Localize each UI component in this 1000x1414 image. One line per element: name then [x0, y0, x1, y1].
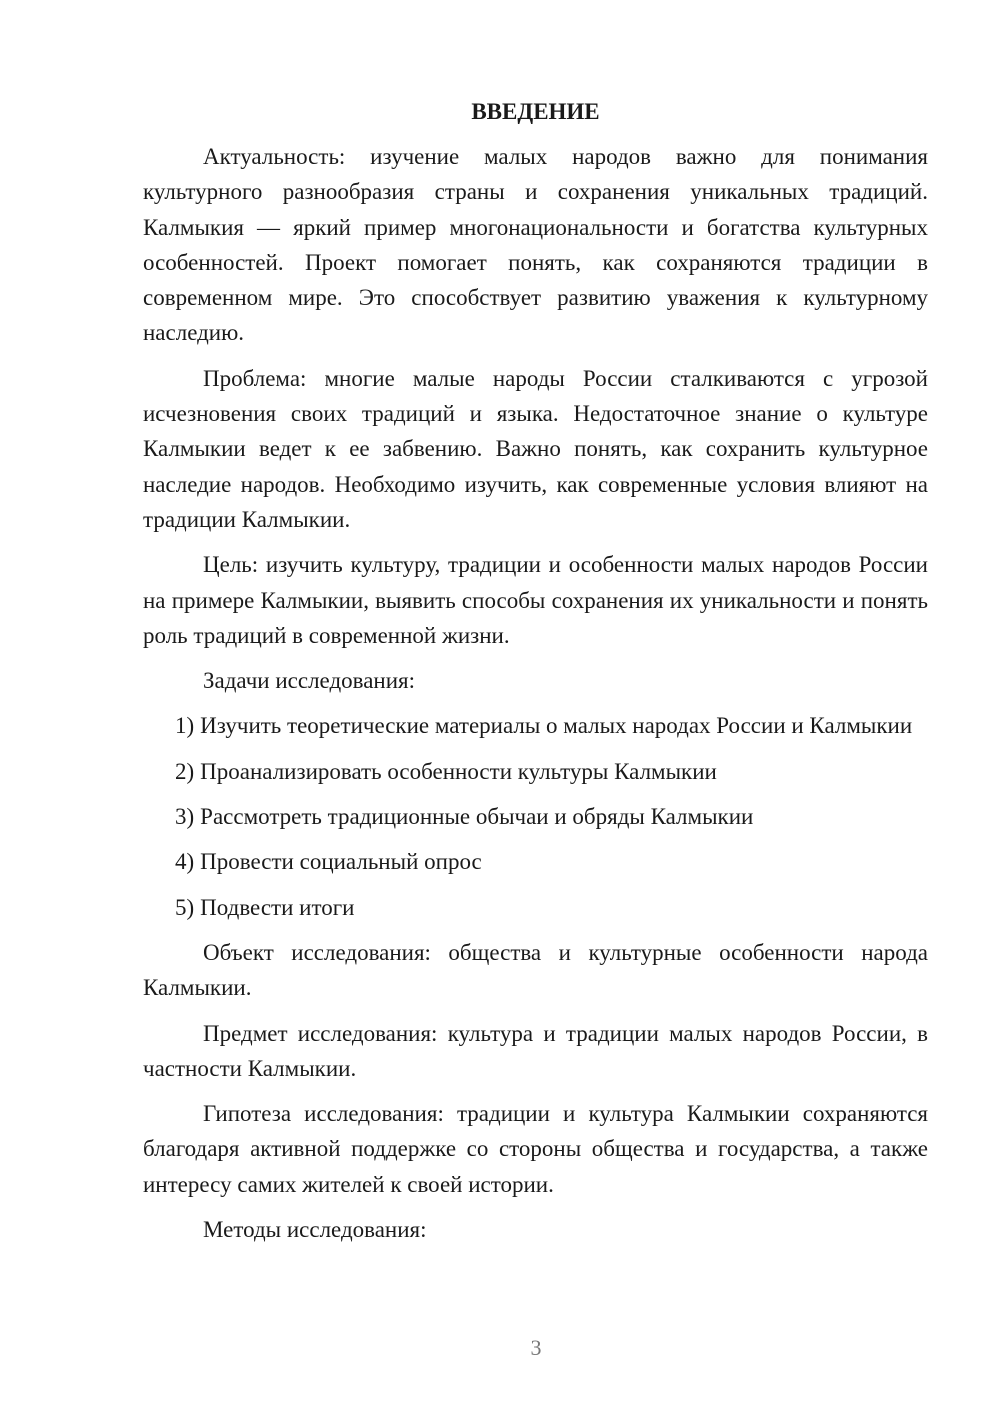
task-item — [143, 708, 928, 743]
task-text: Рассмотреть традиционные обычаи и обряды Калмыкии — [200, 804, 754, 830]
task-item — [143, 754, 928, 789]
goal-paragraph: Цель: изучить культуру, традиции и особенности малых народов России на примере Калмыкии, выявить способы сохранения их уникальности и понять роль традиций в современной жизни. — [143, 552, 928, 648]
task-item — [143, 799, 928, 834]
tasks-list — [143, 708, 928, 924]
task-number: 3) — [175, 804, 195, 830]
problem-paragraph: Проблема: многие малые народы России сталкиваются с угрозой исчезновения своих традиций и языка. Недостаточное знание о культуре Калмыкии ведет к ее забвению. Важно понять, как сохранить культурное наследие народов. Необходимо изучить, как современные условия влияют на традиции Калмыкии. — [143, 365, 928, 532]
page-content — [143, 94, 928, 1257]
methods-title: Методы исследования: — [203, 1217, 427, 1243]
relevance-paragraph: Актуальность: изучение малых народов важно для понимания культурного разнообразия страны и сохранения уникальных традиций. Калмыкия — яркий пример многонациональности и богатства культурных особенностей. Проект помогает понять, как сохраняются традиции в современном мире. Это способствует развитию уважения к культурному наследию. — [143, 144, 928, 346]
page-number: 3 — [530, 1335, 542, 1360]
hypothesis-paragraph: Гипотеза исследования: традиции и культура Калмыкии сохраняются благодаря активной поддержке со стороны общества и государства, а также интересу самих жителей к своей истории. — [143, 1101, 928, 1197]
task-number: 1) — [175, 713, 195, 739]
task-number: 2) — [175, 758, 195, 784]
task-text: Проанализировать особенности культуры Калмыкии — [200, 758, 717, 784]
task-text: Подвести итоги — [200, 894, 355, 920]
task-number: 4) — [175, 849, 195, 875]
task-item — [143, 844, 928, 879]
task-text: Изучить теоретические материалы о малых народах России и Калмыкии — [200, 713, 913, 739]
object-paragraph: Объект исследования: общества и культурные особенности народа Калмыкии. — [143, 939, 928, 1001]
subject-paragraph: Предмет исследования: культура и традиции малых народов России, в частности Калмыкии. — [143, 1020, 928, 1081]
task-text: Провести социальный опрос — [200, 849, 482, 875]
tasks-title: Задачи исследования: — [203, 668, 416, 694]
section-heading: ВВЕДЕНИЕ — [471, 99, 600, 124]
task-item — [143, 890, 928, 925]
task-number: 5) — [175, 894, 195, 920]
